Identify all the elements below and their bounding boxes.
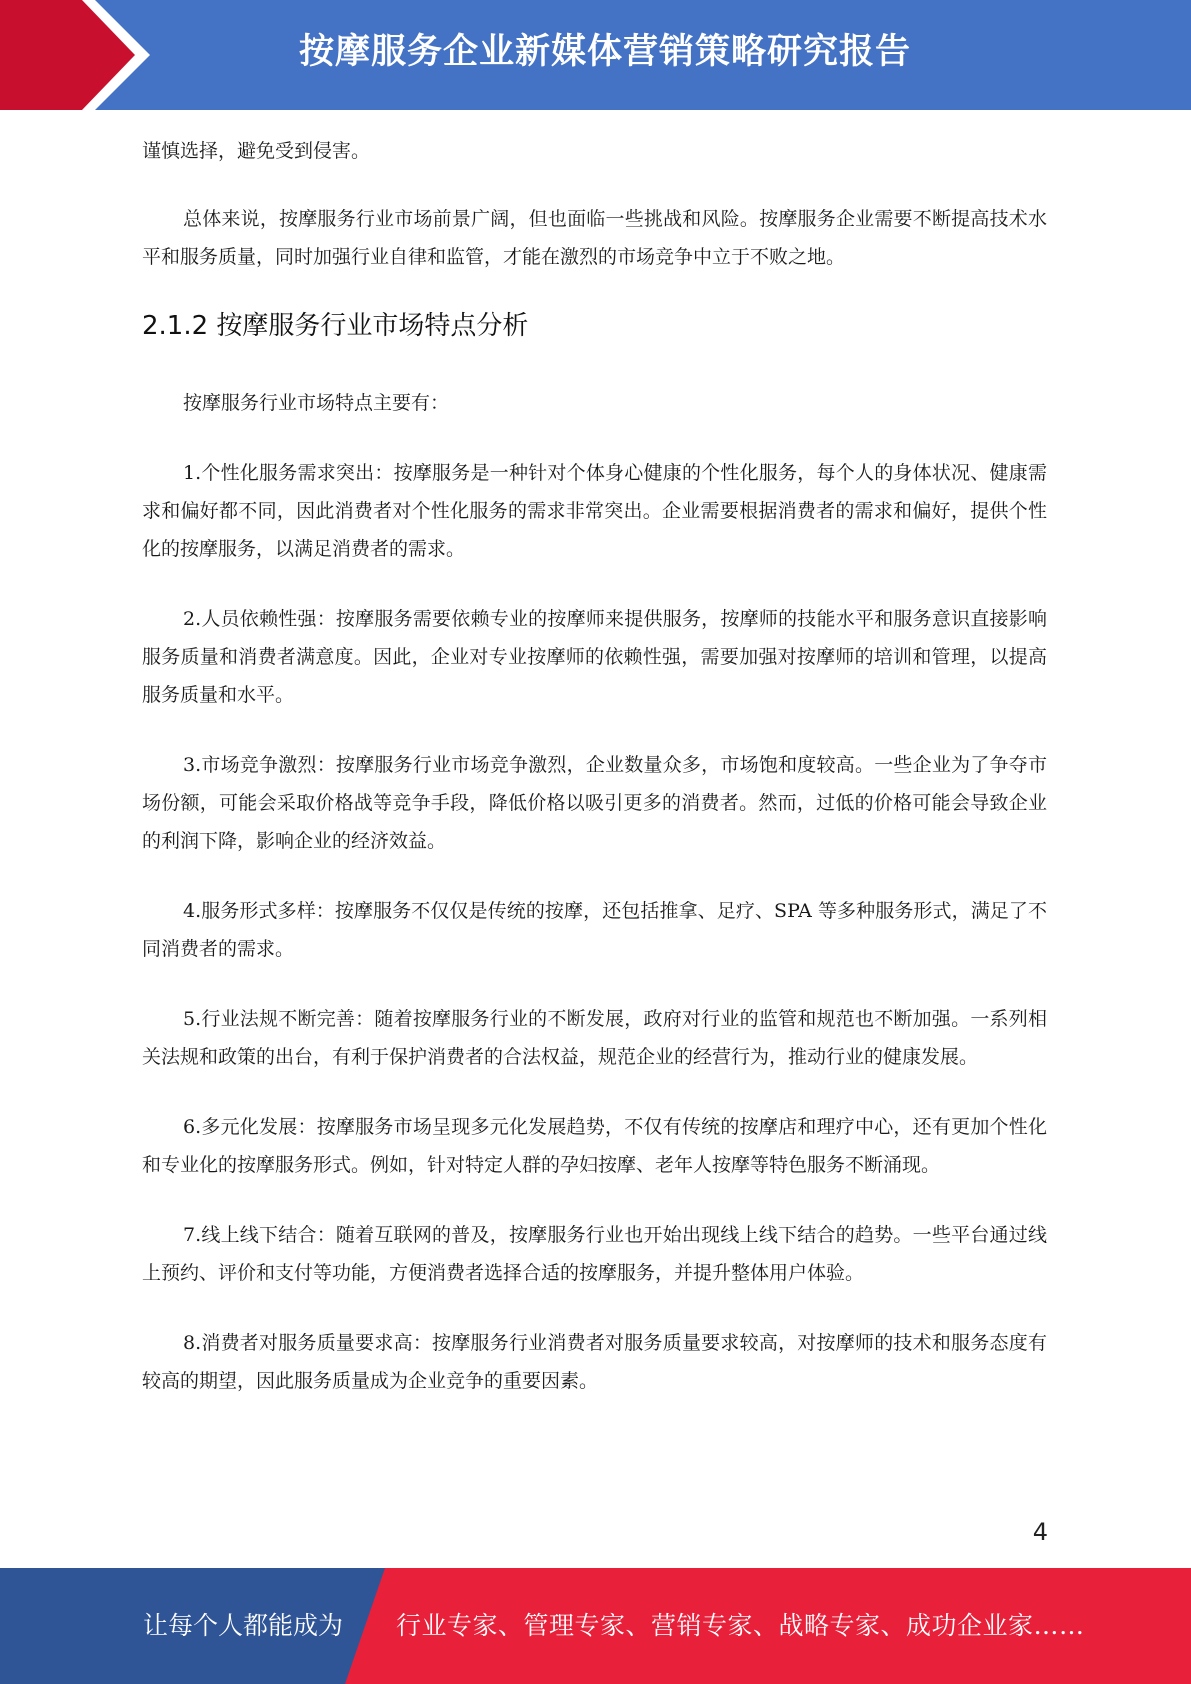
- footer-slogan-right: 行业专家、管理专家、营销专家、战略专家、成功企业家……: [396, 1611, 1085, 1640]
- footer-banner: [0, 1568, 1191, 1684]
- list-item-1: 1.个性化服务需求突出：按摩服务是一种针对个体身心健康的个性化服务，每个人的身体状况、健康需求和偏好都不同，因此消费者对个性化服务的需求非常突出。企业需要根据消费者的需求和偏好，提供个性化的按摩服务，以满足消费者的需求。: [142, 462, 1047, 560]
- section-heading: 2.1.2 按摩服务行业市场特点分析: [142, 311, 529, 341]
- list-item-7: 7.线上线下结合：随着互联网的普及，按摩服务行业也开始出现线上线下结合的趋势。一些平台通过线上预约、评价和支付等功能，方便消费者选择合适的按摩服务，并提升整体用户体验。: [142, 1224, 1047, 1284]
- paragraph-summary: 总体来说，按摩服务行业市场前景广阔，但也面临一些挑战和风险。按摩服务企业需要不断提高技术水平和服务质量，同时加强行业自律和监管，才能在激烈的市场竞争中立于不败之地。: [142, 208, 1047, 268]
- list-item-2: 2.人员依赖性强：按摩服务需要依赖专业的按摩师来提供服务，按摩师的技能水平和服务意识直接影响服务质量和消费者满意度。因此，企业对专业按摩师的依赖性强，需要加强对按摩师的培训和管理，以提高服务质量和水平。: [142, 608, 1047, 706]
- header-banner: [0, 0, 1191, 110]
- header-title: 按摩服务企业新媒体营销策略研究报告: [298, 32, 911, 72]
- footer-slogan-left: 让每个人都能成为: [143, 1611, 344, 1640]
- list-item-8: 8.消费者对服务质量要求高：按摩服务行业消费者对服务质量要求较高，对按摩师的技术和服务态度有较高的期望，因此服务质量成为企业竞争的重要因素。: [142, 1332, 1047, 1392]
- list-item-4: 4.服务形式多样：按摩服务不仅仅是传统的按摩，还包括推拿、足疗、SPA 等多种服务形式，满足了不同消费者的需求。: [142, 900, 1047, 960]
- paragraph-intro: 按摩服务行业市场特点主要有：: [183, 392, 450, 414]
- document-body: [142, 132, 1047, 1400]
- list-item-3: 3.市场竞争激烈：按摩服务行业市场竞争激烈，企业数量众多，市场饱和度较高。一些企业为了争夺市场份额，可能会采取价格战等竞争手段，降低价格以吸引更多的消费者。然而，过低的价格可能会导致企业的利润下降，影响企业的经济效益。: [142, 754, 1047, 852]
- list-item-5: 5.行业法规不断完善：随着按摩服务行业的不断发展，政府对行业的监管和规范也不断加强。一系列相关法规和政策的出台，有利于保护消费者的合法权益，规范企业的经营行为，推动行业的健康发展。: [142, 1008, 1047, 1068]
- paragraph-continuation: 谨慎选择，避免受到侵害。: [142, 140, 371, 162]
- page-number: 4: [1032, 1518, 1048, 1546]
- list-item-6: 6.多元化发展：按摩服务市场呈现多元化发展趋势，不仅有传统的按摩店和理疗中心，还有更加个性化和专业化的按摩服务形式。例如，针对特定人群的孕妇按摩、老年人按摩等特色服务不断涌现。: [142, 1116, 1047, 1176]
